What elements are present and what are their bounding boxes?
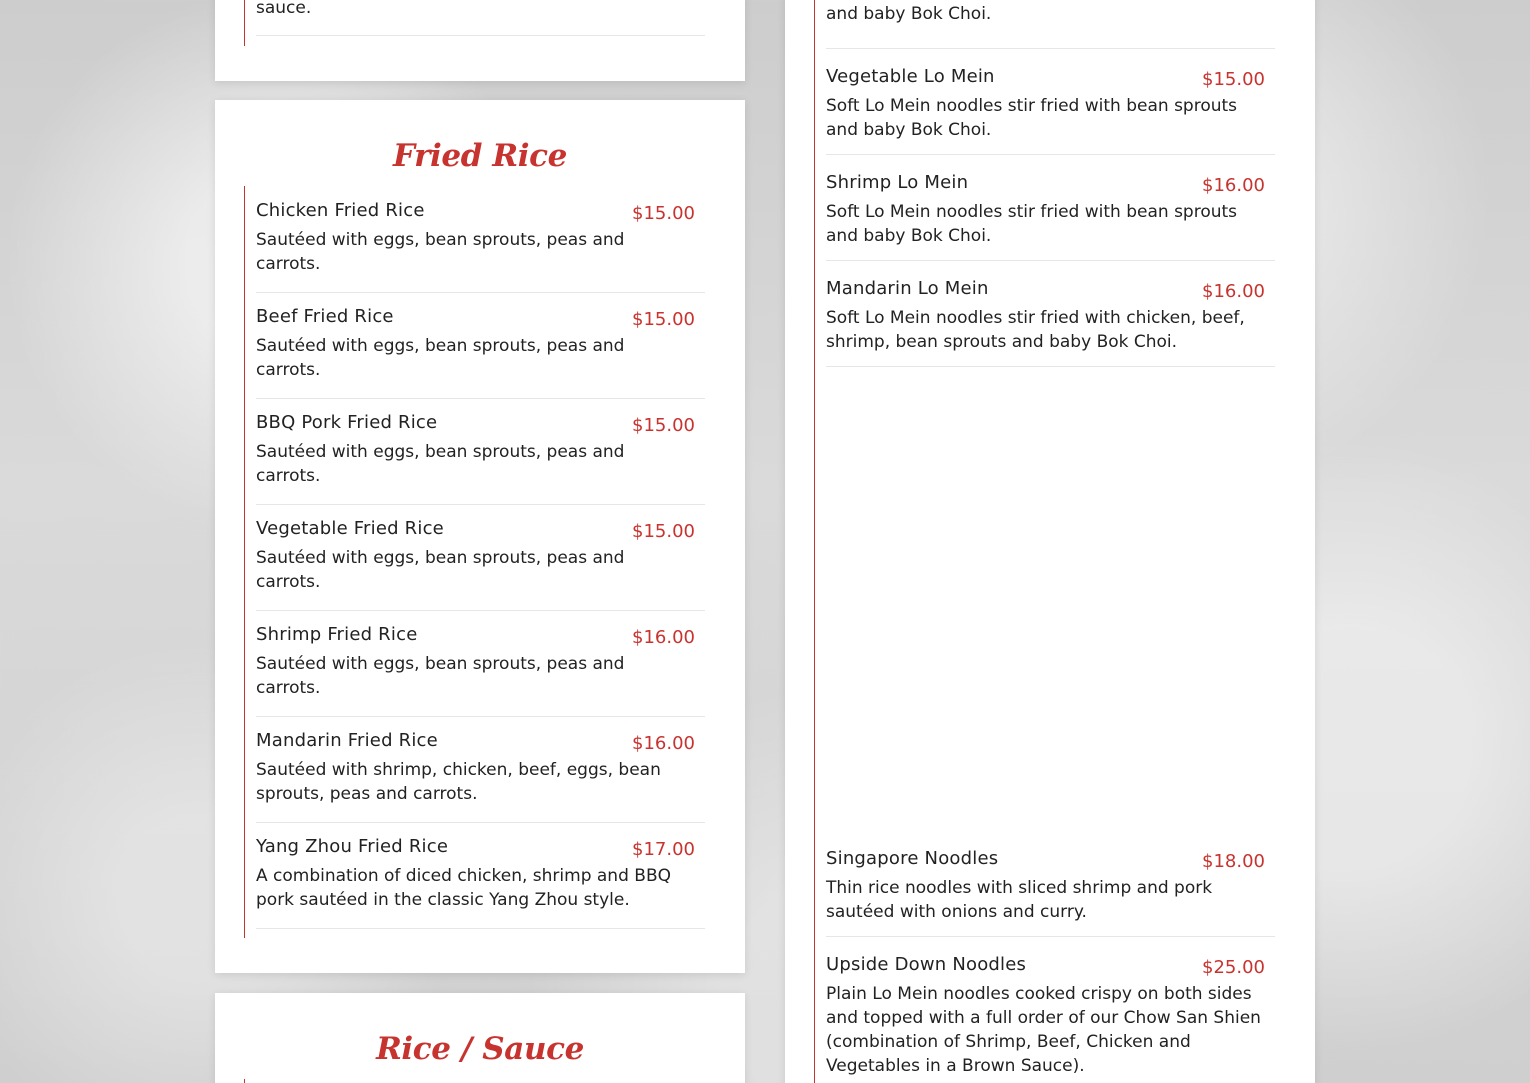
menu-item-singapore-noodles xyxy=(826,848,1275,937)
item-name: Shrimp Lo Mein xyxy=(826,172,969,193)
item-description: Sautéed with shrimp, chicken, beef, eggs, bean sprouts, peas and carrots. xyxy=(256,760,661,804)
item-description: Sautéed with eggs, bean sprouts, peas and carrots. xyxy=(256,336,625,380)
menu-item-mandarin-fried-rice xyxy=(256,730,705,823)
top-item-description: and baby Bok Choi. xyxy=(826,4,992,24)
menu-item-vegetable-lo-mein xyxy=(826,66,1275,155)
item-price: $15.00 xyxy=(632,309,695,330)
item-name: Singapore Noodles xyxy=(826,848,999,869)
item-price: $25.00 xyxy=(1202,957,1265,978)
item-description: Soft Lo Mein noodles stir fried with bean sprouts and baby Bok Choi. xyxy=(826,96,1238,140)
previous-item-description: sauce. xyxy=(256,0,312,18)
item-price: $16.00 xyxy=(632,733,695,754)
item-price: $17.00 xyxy=(632,839,695,860)
item-name: Beef Fried Rice xyxy=(256,306,394,327)
previous-item-divider xyxy=(256,35,705,36)
item-description: Thin rice noodles with sliced shrimp and pork sautéed with onions and curry. xyxy=(826,878,1213,922)
fried-rice-rule xyxy=(244,186,245,938)
item-price: $18.00 xyxy=(1202,851,1265,872)
item-price: $16.00 xyxy=(1202,175,1265,196)
noodles-rule-top xyxy=(814,0,815,1083)
item-description: A combination of diced chicken, shrimp and BBQ pork sautéed in the classic Yang Zhou style. xyxy=(256,866,671,910)
menu-item-yang-zhou-fried-rice xyxy=(256,836,705,929)
item-description: Plain Lo Mein noodles cooked crispy on both sides and topped with a full order of our Chow San Shien (combination of Shrimp, Beef, Chicken and Vegetables in a Brown Sauce). xyxy=(826,984,1261,1076)
item-price: $16.00 xyxy=(1202,281,1265,302)
rice-sauce-card xyxy=(215,993,745,1083)
fried-rice-card xyxy=(215,100,745,973)
rice-sauce-rule xyxy=(244,1079,245,1083)
item-name: Shrimp Fried Rice xyxy=(256,624,418,645)
menu-item-bbq-pork-fried-rice xyxy=(256,412,705,505)
menu-item-shrimp-fried-rice xyxy=(256,624,705,717)
item-description: Sautéed with eggs, bean sprouts, peas and carrots. xyxy=(256,442,625,486)
item-name: Vegetable Fried Rice xyxy=(256,518,444,539)
menu-item-upside-down-noodles xyxy=(826,954,1275,1083)
menu-item-mandarin-lo-mein xyxy=(826,278,1275,367)
item-name: Chicken Fried Rice xyxy=(256,200,425,221)
section-title-rice-sauce: Rice / Sauce xyxy=(376,1031,584,1067)
menu-item-vegetable-fried-rice xyxy=(256,518,705,611)
item-price: $15.00 xyxy=(632,415,695,436)
item-description: Sautéed with eggs, bean sprouts, peas and carrots. xyxy=(256,548,625,592)
item-name: Yang Zhou Fried Rice xyxy=(256,836,449,857)
item-description: Soft Lo Mein noodles stir fried with chicken, beef, shrimp, bean sprouts and baby Bok Choi. xyxy=(826,308,1245,352)
item-name: Upside Down Noodles xyxy=(826,954,1027,975)
item-price: $15.00 xyxy=(632,521,695,542)
item-price: $15.00 xyxy=(632,203,695,224)
item-name: Vegetable Lo Mein xyxy=(826,66,995,87)
item-description: Sautéed with eggs, bean sprouts, peas and carrots. xyxy=(256,654,625,698)
noodles-card xyxy=(785,0,1315,1083)
previous-section-rule xyxy=(244,0,245,46)
item-description: Sautéed with eggs, bean sprouts, peas and carrots. xyxy=(256,230,625,274)
item-description: Soft Lo Mein noodles stir fried with bean sprouts and baby Bok Choi. xyxy=(826,202,1238,246)
menu-item-chicken-fried-rice xyxy=(256,200,705,293)
item-price: $16.00 xyxy=(632,627,695,648)
menu-item-shrimp-lo-mein xyxy=(826,172,1275,261)
menu-item-beef-fried-rice xyxy=(256,306,705,399)
item-price: $15.00 xyxy=(1202,69,1265,90)
item-name: Mandarin Lo Mein xyxy=(826,278,989,299)
top-item-divider xyxy=(826,48,1275,49)
previous-menu-card xyxy=(215,0,745,81)
item-name: BBQ Pork Fried Rice xyxy=(256,412,438,433)
item-name: Mandarin Fried Rice xyxy=(256,730,438,751)
section-title-fried-rice: Fried Rice xyxy=(393,138,567,174)
